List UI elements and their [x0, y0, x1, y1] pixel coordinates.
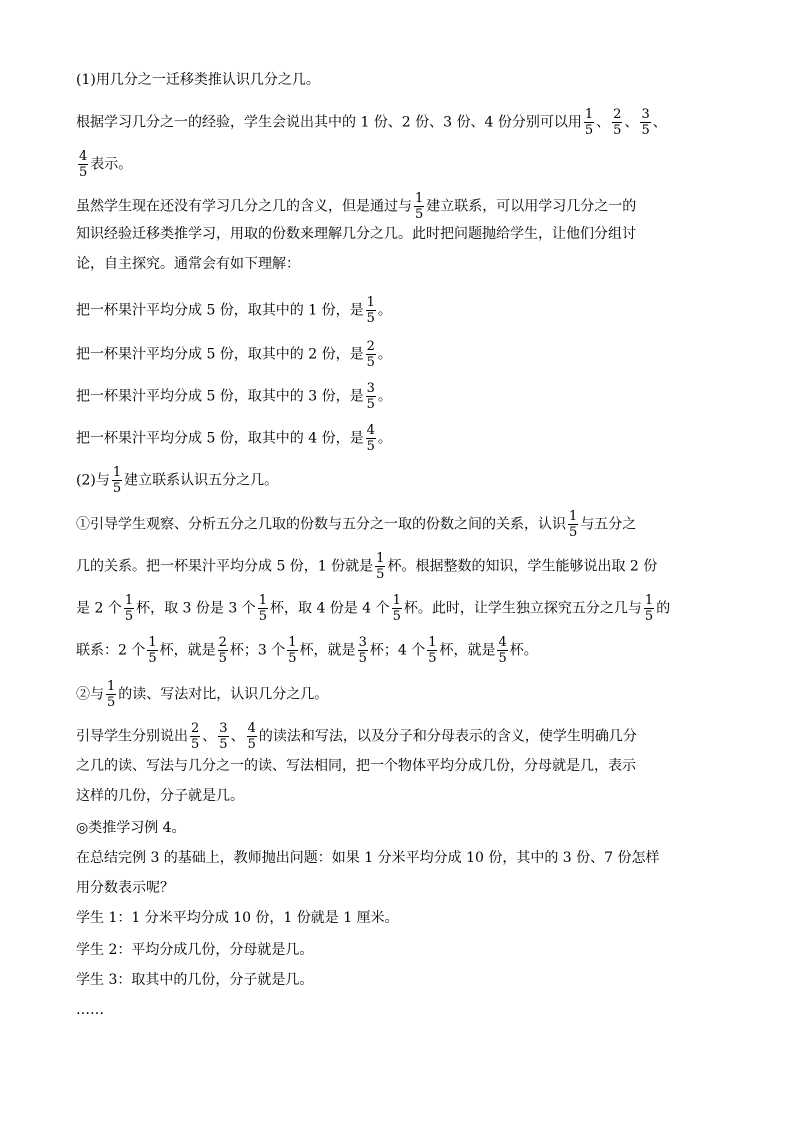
fraction-denominator: 5: [392, 609, 401, 624]
fraction-numerator: 2: [218, 635, 227, 650]
text-run: 论，自主探究。通常会有如下理解：: [76, 256, 300, 272]
text-run: 引导学生分别说出: [76, 728, 188, 745]
text-run: 。: [377, 346, 392, 363]
fraction: [640, 108, 650, 137]
fraction: [366, 340, 376, 369]
fraction-numerator: 2: [191, 721, 200, 736]
text-line: [76, 594, 670, 623]
text-run: 、: [596, 114, 611, 131]
text-run: 把一杯果汁平均分成 5 份，取其中的 4 份，是: [76, 430, 364, 447]
text-run: 杯，取 4 份是 4 个: [270, 600, 390, 617]
text-line: [76, 756, 636, 776]
fraction-denominator: 5: [191, 737, 200, 752]
fraction: [392, 594, 402, 623]
text-run: (2)与: [76, 472, 110, 489]
fraction-numerator: 4: [79, 149, 88, 164]
fraction: [366, 296, 376, 325]
fraction: [190, 722, 200, 751]
text-run: 用分数表示呢？: [76, 880, 174, 896]
text-run: 把一杯果汁平均分成 5 份，取其中的 1 份，是: [76, 302, 364, 319]
text-run: 杯，就是: [439, 642, 496, 659]
fraction-denominator: 5: [218, 651, 227, 666]
fraction-denominator: 5: [258, 609, 267, 624]
fraction-denominator: 5: [288, 651, 297, 666]
fraction-denominator: 5: [415, 207, 424, 222]
fraction: [147, 636, 157, 665]
text-run: 。: [377, 430, 392, 447]
text-line: [76, 424, 392, 453]
fraction: [427, 636, 437, 665]
text-run: 、: [202, 728, 217, 745]
text-line: [76, 970, 313, 990]
text-run: 学生 2：平均分成几份，分母就是几。: [76, 942, 314, 958]
text-run: 杯。根据整数的知识，学生能够说出取 2 份: [387, 558, 658, 575]
fraction-denominator: 5: [366, 439, 375, 454]
text-run: 在总结完例 3 的基础上，教师抛出问题：如果 1 分米平均分成 10 份，其中的 3 份、7 份怎样: [76, 850, 660, 866]
text-run: 杯。: [509, 642, 538, 659]
fraction-numerator: 3: [358, 635, 367, 650]
text-run: 建立联系，可以用学习几分之一的: [426, 198, 637, 215]
text-run: 杯。此时，让学生独立探究五分之几与: [403, 600, 642, 617]
fraction: [644, 594, 654, 623]
fraction-numerator: 1: [376, 551, 385, 566]
text-run: 知识经验迁移类推学习，用取的份数来理解几分之几。此时把问题抛给学生，让他们分组讨: [76, 226, 636, 242]
text-run: 杯；4 个: [369, 642, 426, 659]
fraction-numerator: 1: [124, 593, 134, 608]
fraction-numerator: 1: [428, 635, 437, 650]
fraction-denominator: 5: [219, 737, 228, 752]
fraction: [366, 382, 376, 411]
text-line: [76, 818, 186, 838]
fraction-numerator: 1: [415, 191, 424, 206]
fraction: [124, 594, 134, 623]
text-run: 是 2 个: [76, 600, 122, 617]
fraction: [218, 636, 228, 665]
text-line: [76, 510, 636, 539]
text-line: [76, 786, 244, 806]
text-run: 几的关系。把一杯果汁平均分成 5 份，1 份就是: [76, 558, 374, 575]
fraction-numerator: 3: [641, 107, 650, 122]
fraction: [358, 636, 368, 665]
text-run: (1)用几分之一迁移类推认识几分之几。: [76, 72, 320, 88]
fraction: [258, 594, 268, 623]
fraction-numerator: 2: [366, 339, 375, 354]
fraction-denominator: 5: [358, 651, 367, 666]
text-line: [76, 224, 636, 244]
text-line: [76, 722, 637, 751]
fraction-denominator: 5: [376, 567, 385, 582]
text-line: [76, 382, 392, 411]
fraction: [584, 108, 594, 137]
fraction-numerator: 1: [112, 465, 122, 480]
fraction-denominator: 5: [148, 651, 157, 666]
text-run: 、: [652, 114, 667, 131]
fraction-numerator: 1: [584, 107, 594, 122]
text-run: 的读法和写法，以及分子和分母表示的含义，使学生明确几分: [258, 728, 637, 745]
fraction: [414, 192, 424, 221]
text-line: [76, 1000, 104, 1020]
fraction-denominator: 5: [112, 481, 122, 496]
text-line: [76, 192, 636, 221]
fraction-denominator: 5: [366, 355, 375, 370]
text-run: 把一杯果汁平均分成 5 份，取其中的 3 份，是: [76, 388, 364, 405]
fraction-numerator: 4: [247, 721, 256, 736]
fraction: [612, 108, 622, 137]
fraction-denominator: 5: [247, 737, 256, 752]
fraction-denominator: 5: [584, 123, 594, 138]
text-run: 学生 3：取其中的几份，分子就是几。: [76, 972, 314, 988]
text-run: 杯；3 个: [229, 642, 286, 659]
fraction-numerator: 1: [569, 509, 578, 524]
text-line: [76, 636, 538, 665]
fraction: [375, 552, 385, 581]
text-line: [76, 552, 657, 581]
fraction-numerator: 1: [392, 593, 401, 608]
text-run: 与五分之: [580, 516, 637, 533]
fraction-numerator: 1: [258, 593, 267, 608]
text-line: [76, 296, 392, 325]
fraction-denominator: 5: [107, 695, 116, 710]
fraction: [568, 510, 578, 539]
fraction: [497, 636, 507, 665]
text-run: 根据学习几分之一的经验，学生会说出其中的 1 份、2 份、3 份、4 份分别可以用: [76, 114, 582, 131]
fraction: [218, 722, 228, 751]
fraction-numerator: 3: [219, 721, 228, 736]
text-run: 杯，就是: [299, 642, 356, 659]
text-run: 、: [624, 114, 639, 131]
text-line: [76, 254, 300, 274]
fraction-denominator: 5: [428, 651, 437, 666]
fraction-denominator: 5: [366, 311, 375, 326]
fraction-denominator: 5: [641, 123, 650, 138]
text-run: 这样的几份，分子就是几。: [76, 788, 244, 804]
text-run: 、: [230, 728, 245, 745]
fraction-denominator: 5: [498, 651, 507, 666]
fraction: [366, 424, 376, 453]
text-line: [76, 466, 278, 495]
text-line: [76, 940, 313, 960]
text-run: 建立联系认识五分之几。: [124, 472, 279, 489]
text-line: [76, 108, 667, 137]
text-line: [76, 680, 328, 709]
text-line: [76, 340, 392, 369]
fraction: [106, 680, 116, 709]
fraction-numerator: 1: [644, 593, 654, 608]
fraction-denominator: 5: [79, 165, 88, 180]
text-run: 联系：2 个: [76, 642, 146, 659]
text-run: ◎类推学习例 4。: [76, 820, 186, 836]
text-run: 学生 1：1 分米平均分成 10 份，1 份就是 1 厘米。: [76, 910, 399, 926]
text-line: [76, 848, 660, 868]
text-run: ②与: [76, 686, 104, 703]
text-run: ①引导学生观察、分析五分之几取的份数与五分之一取的份数之间的关系，认识: [76, 516, 566, 533]
text-line: [76, 908, 399, 928]
text-run: 的读、写法对比，认识几分之几。: [118, 686, 329, 703]
fraction-numerator: 3: [366, 381, 375, 396]
fraction-numerator: 4: [366, 423, 375, 438]
fraction-numerator: 1: [107, 679, 116, 694]
text-run: 表示。: [90, 156, 133, 173]
text-run: 虽然学生现在还没有学习几分之几的含义，但是通过与: [76, 198, 412, 215]
text-run: 。: [377, 388, 392, 405]
text-run: 之几的读、写法与几分之一的读、写法相同，把一个物体平均分成几份，分母就是几，表示: [76, 758, 636, 774]
fraction-numerator: 1: [288, 635, 297, 650]
text-run: 把一杯果汁平均分成 5 份，取其中的 2 份，是: [76, 346, 364, 363]
text-run: 杯，就是: [159, 642, 216, 659]
text-line: [76, 150, 132, 179]
fraction: [287, 636, 297, 665]
fraction: [247, 722, 257, 751]
text-run: 。: [377, 302, 392, 319]
fraction-numerator: 2: [613, 107, 622, 122]
fraction-numerator: 1: [148, 635, 157, 650]
fraction-denominator: 5: [569, 525, 578, 540]
fraction-numerator: 1: [366, 295, 375, 310]
fraction-denominator: 5: [366, 397, 375, 412]
text-line: [76, 878, 174, 898]
text-run: ……: [76, 1002, 104, 1018]
fraction-denominator: 5: [124, 609, 134, 624]
fraction: [78, 150, 88, 179]
text-line: [76, 70, 320, 90]
fraction-numerator: 4: [498, 635, 507, 650]
fraction: [112, 466, 122, 495]
fraction-denominator: 5: [644, 609, 654, 624]
fraction-denominator: 5: [613, 123, 622, 138]
text-run: 的: [656, 600, 671, 617]
text-run: 杯，取 3 份是 3 个: [136, 600, 256, 617]
